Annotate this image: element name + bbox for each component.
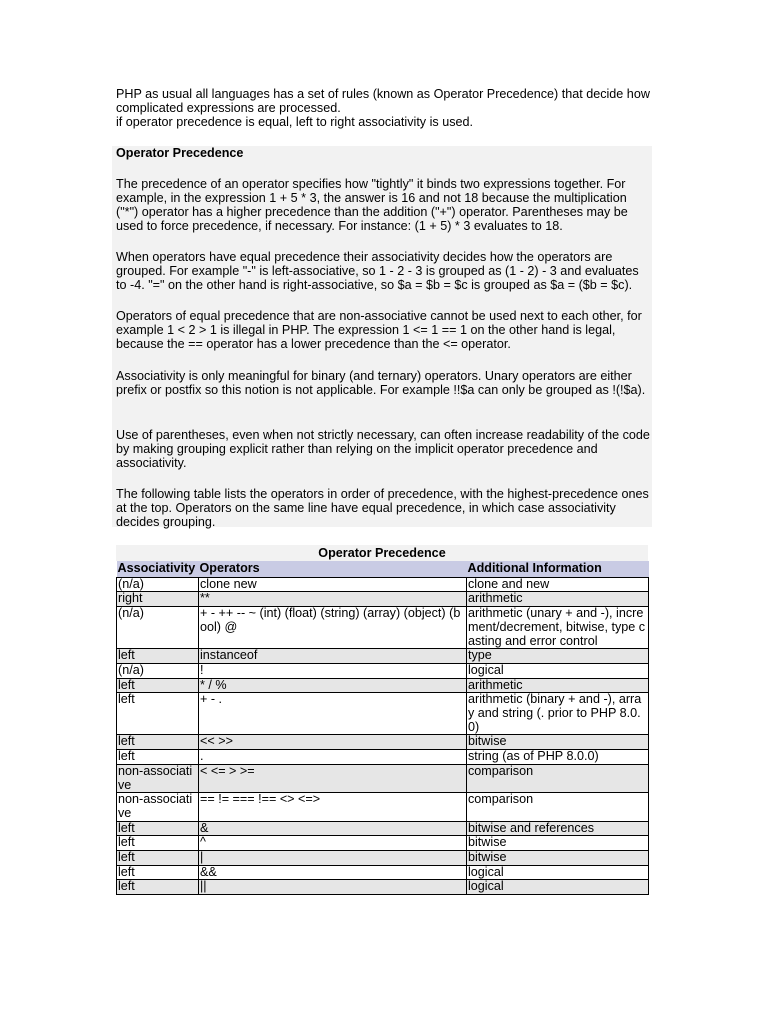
table-row <box>117 592 649 607</box>
cell-operators: . <box>199 750 467 765</box>
cell-info: comparison <box>467 793 649 821</box>
paragraph-non-associative: Operators of equal precedence that are non-associative cannot be used next to each other, for example 1 < 2 > 1 is illegal in PHP. The expression 1 <= 1 == 1 on the other hand is legal, because the == operator has a lower precedence than the <= operator. <box>116 309 642 351</box>
cell-operators: + - . <box>199 693 467 735</box>
header-additional-information: Additional Information <box>467 561 649 577</box>
cell-info: logical <box>467 663 649 678</box>
table-row <box>117 750 649 765</box>
intro-text <box>116 87 656 129</box>
cell-operators: + - ++ -- ~ (int) (float) (string) (array) (object) (bool) @ <box>199 607 467 649</box>
cell-info: bitwise and references <box>467 821 649 836</box>
cell-associativity: left <box>117 678 199 693</box>
cell-operators: * / % <box>199 678 467 693</box>
cell-associativity: left <box>117 649 199 664</box>
table-title: Operator Precedence <box>116 545 648 561</box>
cell-info: arithmetic <box>467 678 649 693</box>
precedence-table <box>116 561 649 895</box>
intro-line-2: if operator precedence is equal, left to right associativity is used. <box>116 115 474 129</box>
cell-associativity: left <box>117 880 199 895</box>
table-row <box>117 764 649 792</box>
cell-info: bitwise <box>467 735 649 750</box>
table-row <box>117 693 649 735</box>
cell-operators: & <box>199 821 467 836</box>
cell-info: bitwise <box>467 836 649 851</box>
cell-associativity: left <box>117 693 199 735</box>
cell-info: bitwise <box>467 851 649 866</box>
cell-info: string (as of PHP 8.0.0) <box>467 750 649 765</box>
cell-associativity: left <box>117 821 199 836</box>
cell-info: arithmetic (binary + and -), array and string (. prior to PHP 8.0.0) <box>467 693 649 735</box>
cell-info: logical <box>467 865 649 880</box>
cell-operators: < <= > >= <box>199 764 467 792</box>
table-row <box>117 735 649 750</box>
cell-operators: ^ <box>199 836 467 851</box>
cell-info: comparison <box>467 764 649 792</box>
cell-info: logical <box>467 880 649 895</box>
cell-associativity: non-associative <box>117 793 199 821</box>
cell-operators: ! <box>199 663 467 678</box>
table-row <box>117 577 649 592</box>
table-row <box>117 663 649 678</box>
cell-info: type <box>467 649 649 664</box>
table-row <box>117 880 649 895</box>
intro-line-1: PHP as usual all languages has a set of rules (known as Operator Precedence) that decide how complicated expressions are processed. <box>116 87 650 115</box>
cell-operators: || <box>199 880 467 895</box>
cell-operators: && <box>199 865 467 880</box>
cell-info: clone and new <box>467 577 649 592</box>
table-row <box>117 793 649 821</box>
table-row <box>117 836 649 851</box>
cell-operators: clone new <box>199 577 467 592</box>
cell-operators: << >> <box>199 735 467 750</box>
paragraph-table-intro: The following table lists the operators in order of precedence, with the highest-precedence ones at the top. Operators on the same line have equal precedence, in which case associativity decides grouping. <box>116 487 649 529</box>
paragraph-parentheses: Use of parentheses, even when not strictly necessary, can often increase readability of the code by making grouping explicit rather than relying on the implicit operator precedence and associativity. <box>116 428 650 470</box>
table-row <box>117 851 649 866</box>
table-row <box>117 865 649 880</box>
table-row <box>117 678 649 693</box>
paragraph-precedence: The precedence of an operator specifies how "tightly" it binds two expressions together. For example, in the expression 1 + 5 * 3, the answer is 16 and not 18 because the multiplication ("*") operator has a higher precedence than the addition ("+") operator. Parentheses may be used to force precedence, if necessary. For instance: (1 + 5) * 3 evaluates to 18. <box>116 177 628 233</box>
cell-info: arithmetic (unary + and -), increment/decrement, bitwise, type casting and error control <box>467 607 649 649</box>
table-header-row <box>117 561 649 577</box>
cell-associativity: right <box>117 592 199 607</box>
cell-operators: | <box>199 851 467 866</box>
cell-associativity: left <box>117 865 199 880</box>
section-heading: Operator Precedence <box>116 146 244 160</box>
cell-operators: instanceof <box>199 649 467 664</box>
cell-operators: ** <box>199 592 467 607</box>
cell-associativity: (n/a) <box>117 607 199 649</box>
cell-associativity: non-associative <box>117 764 199 792</box>
table-row <box>117 821 649 836</box>
paragraph-associativity: When operators have equal precedence their associativity decides how the operators are grouped. For example "-" is left-associative, so 1 - 2 - 3 is grouped as (1 - 2) - 3 and evaluates to -4. "=" on the other hand is right-associative, so $a = $b = $c is grouped as $a = ($b = $c). <box>116 250 639 292</box>
table-row <box>117 607 649 649</box>
cell-info: arithmetic <box>467 592 649 607</box>
cell-associativity: left <box>117 851 199 866</box>
cell-associativity: left <box>117 750 199 765</box>
header-associativity: Associativity <box>117 561 199 577</box>
header-operators: Operators <box>199 561 467 577</box>
cell-associativity: (n/a) <box>117 663 199 678</box>
table-row <box>117 649 649 664</box>
cell-operators: == != === !== <> <=> <box>199 793 467 821</box>
cell-associativity: left <box>117 735 199 750</box>
cell-associativity: left <box>117 836 199 851</box>
paragraph-unary: Associativity is only meaningful for binary (and ternary) operators. Unary operators are either prefix or postfix so this notion is not applicable. For example !!$a can only be grouped as !(!$a). <box>116 369 646 397</box>
cell-associativity: (n/a) <box>117 577 199 592</box>
